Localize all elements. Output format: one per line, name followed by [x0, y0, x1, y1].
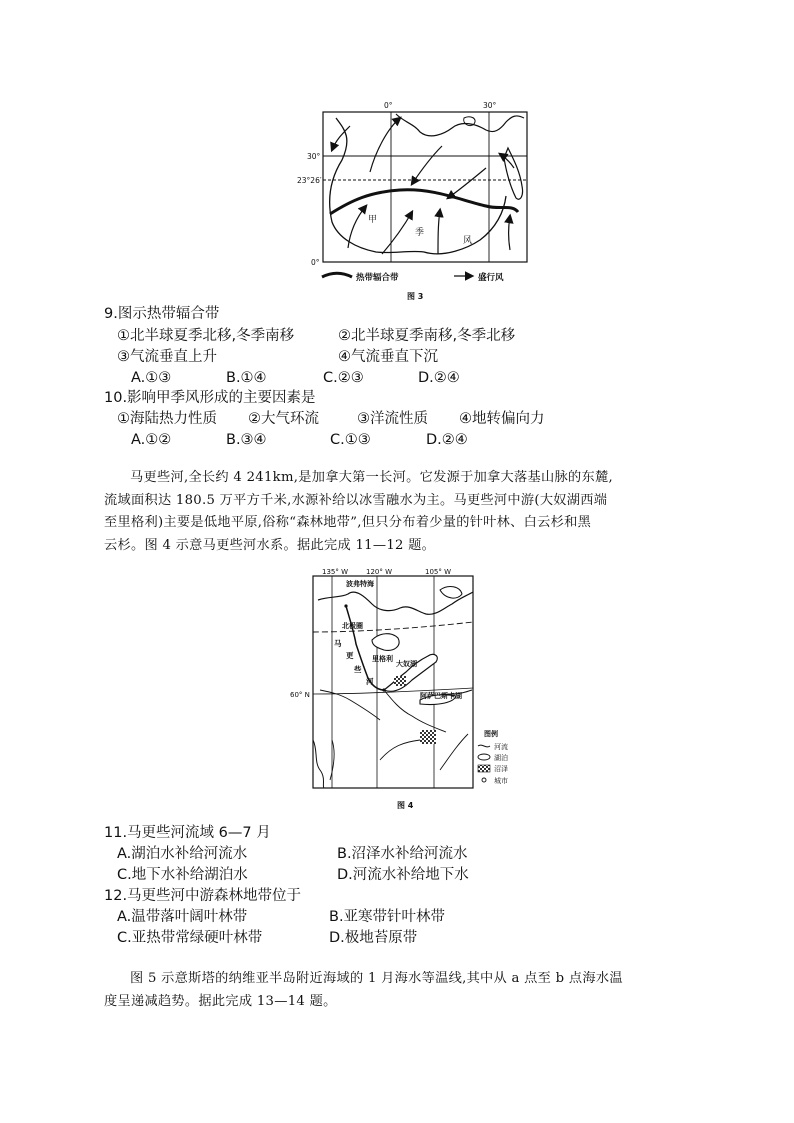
q10-stem: 10.影响甲季风形成的主要因素是	[104, 390, 316, 406]
q10-choice-c[interactable]: C.①③	[330, 432, 371, 448]
q9-option-1: ①北半球夏季北移,冬季南移	[117, 328, 295, 344]
arctic-circle-label: 北极圈	[342, 622, 363, 630]
swamp-1	[394, 676, 406, 686]
q11-choice-c[interactable]: C.地下水补给湖泊水	[117, 867, 248, 883]
figure-4-caption: 图 4	[397, 801, 414, 810]
lon-135w-label: 135° W	[322, 568, 349, 576]
q12-choice-c[interactable]: C.亚热带常绿硬叶林带	[117, 930, 263, 946]
q11-stem: 11.马更些河流域 6—7 月	[104, 825, 271, 841]
passage-2	[104, 968, 704, 1013]
passage-1-line-1: 马更些河,全长约 4 241km,是加拿大第一长河。它发源于加拿大落基山脉的东麓,	[130, 470, 613, 485]
legend-title-4: 图例	[484, 730, 498, 738]
wrigley-label: 里格利	[372, 655, 393, 663]
label-feng: 风	[463, 236, 473, 246]
q10-choice-a[interactable]: A.①②	[131, 432, 172, 448]
lat-30-label: 30°	[307, 152, 321, 161]
legend-city-symbol	[482, 778, 486, 782]
passage-1-line-3: 至里格利)主要是低地平原,俗称“森林地带”,但只分布着少量的针叶林、白云杉和黑	[104, 515, 592, 530]
legend-lake-label: 湖泊	[494, 754, 508, 762]
xie-label: 些	[354, 665, 362, 674]
city-dot-2	[344, 604, 347, 607]
lat-2326-label: 23°26′	[297, 176, 322, 185]
q10-option-2: ②大气环流	[248, 411, 319, 427]
label-jia: 甲	[368, 215, 378, 225]
q9-choice-d[interactable]: D.②④	[418, 370, 460, 386]
ma-label: 马	[334, 639, 342, 648]
q10-choice-d[interactable]: D.②④	[426, 432, 468, 448]
lon-0-label: 0°	[384, 101, 393, 110]
q12-stem: 12.马更些河中游森林地带位于	[104, 888, 302, 904]
lon-30-label: 30°	[483, 101, 497, 110]
figure-3-caption: 图 3	[407, 292, 424, 301]
pacific-coast	[313, 740, 324, 788]
q9-choice-c[interactable]: C.②③	[323, 370, 364, 386]
legend-swamp-label: 沼泽	[494, 765, 508, 773]
lon-120w-label: 120° W	[366, 568, 393, 576]
great-slave-label: 大奴湖	[396, 660, 417, 668]
q12-choice-b[interactable]: B.亚寒带针叶林带	[329, 909, 446, 925]
legend-river-label: 河流	[494, 743, 508, 751]
q10-option-4: ④地转偏向力	[459, 411, 545, 427]
lat-60n-label: 60° N	[290, 691, 310, 699]
passage-1-line-4: 云杉。图 4 示意马更些河水系。据此完成 11—12 题。	[104, 537, 436, 553]
q10-option-1: ①海陆热力性质	[117, 411, 217, 427]
passage-2-line-1: 图 5 示意斯塔的纳维亚半岛附近海域的 1 月海水等温线,其中从 a 点至 b 点海水温	[130, 971, 623, 986]
q9-option-2: ②北半球夏季南移,冬季北移	[338, 328, 516, 344]
q10-choice-b[interactable]: B.③④	[226, 432, 267, 448]
beaufort-label: 波弗特海	[346, 580, 374, 588]
arctic-circle	[313, 622, 473, 632]
legend-city-label: 城市	[494, 777, 508, 785]
q9-choice-b[interactable]: B.①④	[226, 370, 267, 386]
legend-swamp-symbol	[478, 765, 490, 772]
q12-choice-d[interactable]: D.极地苔原带	[329, 930, 418, 946]
city-dot-1	[382, 688, 385, 691]
label-ji: 季	[415, 228, 425, 238]
great-bear-lake	[372, 634, 399, 651]
arctic-island	[440, 587, 462, 599]
legend-wind-label: 盛行风	[478, 273, 504, 283]
legend-lake-symbol	[478, 754, 490, 760]
athabasca-label: 阿萨巴斯卡湖	[420, 692, 462, 700]
q9-choice-a[interactable]: A.①③	[131, 370, 172, 386]
q10-option-3: ③洋流性质	[357, 411, 428, 427]
passage-1-line-2: 流域面积达 180.5 万平方千米,水源补给以冰雪融水为主。马更些河中游(大奴湖西端	[104, 492, 608, 508]
q11-choice-a[interactable]: A.湖泊水补给河流水	[117, 846, 248, 862]
lat-0-label: 0°	[311, 258, 320, 267]
q9-option-3: ③气流垂直上升	[117, 349, 217, 365]
q9-stem: 9.图示热带辐合带	[104, 306, 220, 322]
legend-river-symbol	[478, 745, 490, 747]
q11-choice-b[interactable]: B.沼泽水补给河流水	[337, 846, 468, 862]
q12-choice-a[interactable]: A.温带落叶阔叶林带	[117, 909, 248, 925]
legend-itcz-label: 热带辐合带	[356, 273, 399, 283]
tributary-4	[330, 734, 468, 780]
arctic-coast	[318, 592, 473, 614]
q11-choice-d[interactable]: D.河流水补给地下水	[337, 867, 469, 883]
he-label: 河	[366, 677, 374, 686]
swamp-2	[420, 730, 436, 744]
geng-label: 更	[346, 651, 354, 660]
lon-105w-label: 105° W	[425, 568, 452, 576]
tributary-1	[320, 690, 380, 720]
passage-2-line-2: 度呈递减趋势。据此完成 13—14 题。	[104, 993, 337, 1009]
q9-option-4: ④气流垂直下沉	[338, 349, 438, 365]
